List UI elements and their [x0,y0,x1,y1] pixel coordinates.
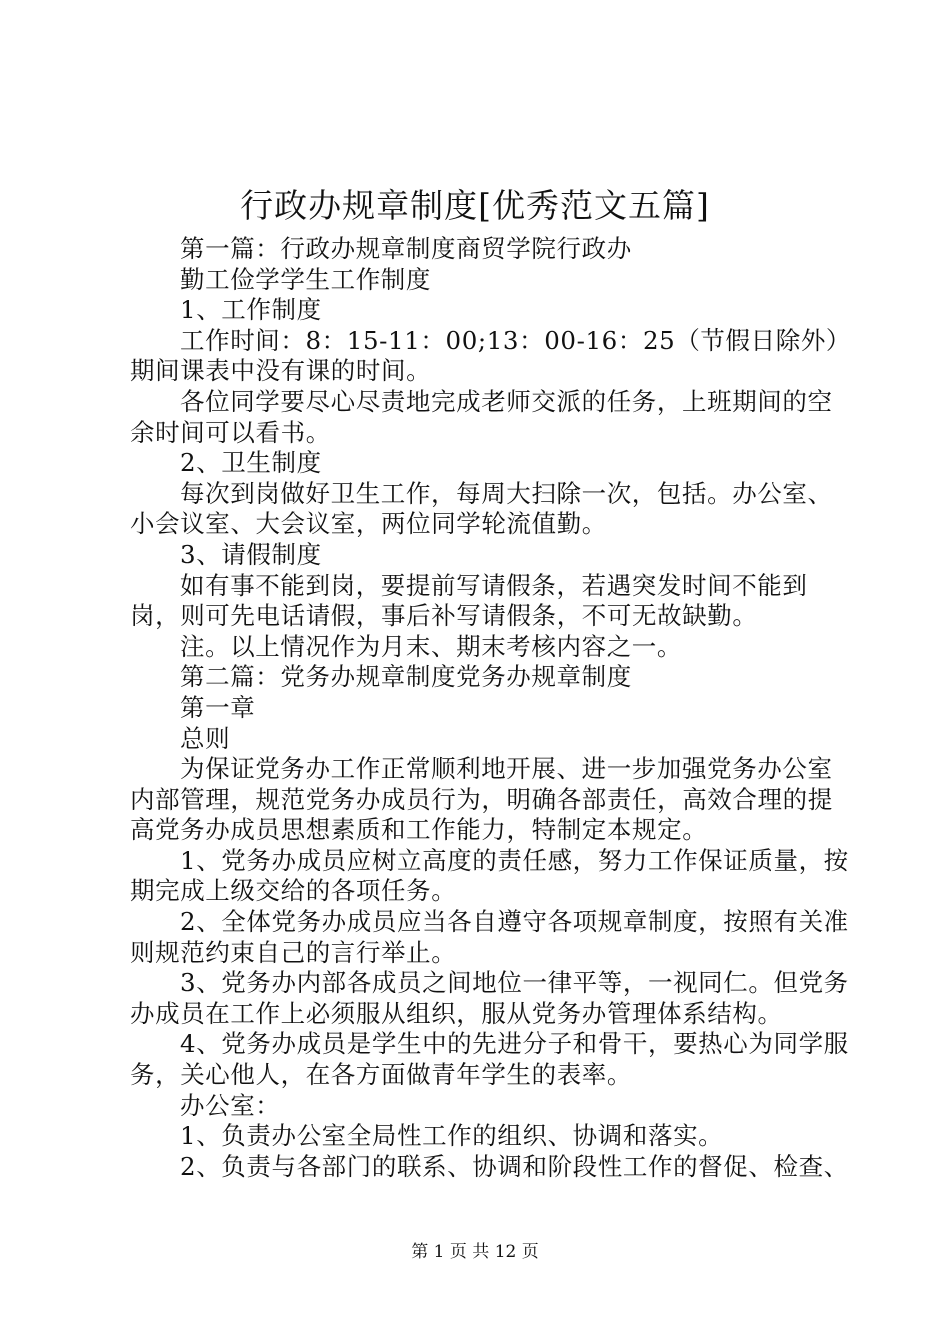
paragraph: 勤工俭学学生工作制度 [180,264,431,294]
paragraph: 1、党务办成员应树立高度的责任感，努力工作保证质量，按期完成上级交给的各项任务。 [130,845,849,906]
paragraph: 3、请假制度 [180,539,322,569]
paragraph: 第一章 [180,692,256,722]
paragraph: 4、党务办成员是学生中的先进分子和骨干，要热心为同学服务，关心他人，在各方面做青年学生的表率。 [130,1029,849,1090]
paragraph: 1、工作制度 [180,295,322,325]
paragraph: 如有事不能到岗，要提前写请假条，若遇突发时间不能到岗，则可先电话请假，事后补写请假条，不可无故缺勤。 [130,570,808,631]
paragraph: 1、负责办公室全局性工作的组织、协调和落实。 [180,1121,724,1151]
paragraph: 第二篇：党务办规章制度党务办规章制度 [180,662,632,692]
paragraph: 2、负责与各部门的联系、协调和阶段性工作的督促、检查、 [180,1151,849,1181]
paragraph: 注。以上情况作为月末、期末考核内容之一。 [180,631,682,661]
paragraph: 工作时间：8：15-11：00;13：00-16：25（节假日除外）期间课表中没有课的时间。 [130,325,839,386]
paragraph: 3、党务办内部各成员之间地位一律平等，一视同仁。但党务办成员在工作上必须服从组织，服从党务办管理体系结构。 [130,968,849,1028]
paragraph: 第一篇：行政办规章制度商贸学院行政办 [180,234,632,263]
paragraph: 2、卫生制度 [180,448,322,478]
document-title: 行政办规章制度[优秀范文五篇] [240,186,710,225]
paragraph: 每次到岗做好卫生工作，每周大扫除一次，包括。办公室、小会议室、大会议室，两位同学轮流值勤。 [130,478,833,539]
document-body [130,234,850,1182]
paragraph: 总则 [180,723,231,753]
paragraph: 各位同学要尽心尽责地完成老师交派的任务，上班期间的空余时间可以看书。 [130,386,833,447]
paragraph: 为保证党务办工作正常顺利地开展、进一步加强党务办公室内部管理，规范党务办成员行为，明确各部责任，高效合理的提高党务办成员思想素质和工作能力，特制定本规定。 [130,754,833,845]
paragraph: 办公室： [180,1090,281,1120]
page-number-footer: 第 1 页 共 12 页 [411,1242,539,1262]
paragraph: 2、全体党务办成员应当各自遵守各项规章制度，按照有关准则规范约束自己的言行举止。 [130,907,849,967]
